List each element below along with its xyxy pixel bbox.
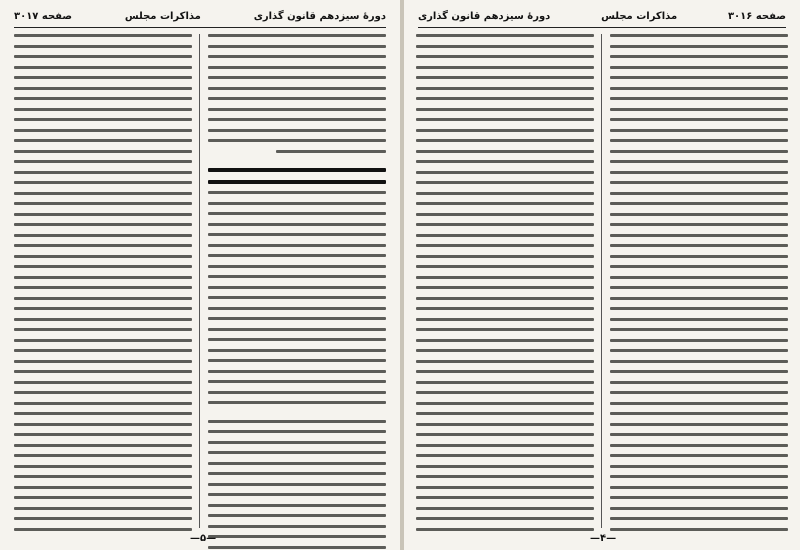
text-line: [14, 339, 192, 342]
text-line: [14, 475, 192, 478]
text-line: [14, 496, 192, 499]
text-line: [416, 66, 594, 69]
text-line: [610, 244, 788, 247]
left-page-column-left: [14, 34, 192, 528]
text-line: [14, 276, 192, 279]
text-line: [14, 139, 192, 142]
right-page-column-right: [610, 34, 788, 528]
text-line: [208, 76, 386, 79]
text-line: [208, 391, 386, 394]
text-line: [208, 45, 386, 48]
left-header-rule: [14, 27, 386, 28]
text-line: [610, 129, 788, 132]
text-line: [610, 55, 788, 58]
text-line: [610, 234, 788, 237]
text-line: [208, 307, 386, 310]
text-line: [610, 286, 788, 289]
right-page-footer-number: —۴—: [590, 533, 617, 544]
text-line: [208, 380, 386, 383]
text-line: [14, 402, 192, 405]
left-journal-title: مذاکرات مجلس: [124, 10, 201, 22]
right-column-divider: [601, 34, 602, 528]
text-line: [416, 171, 594, 174]
text-line: [14, 286, 192, 289]
text-line: [416, 349, 594, 352]
text-line: [416, 528, 594, 531]
text-line: [14, 244, 192, 247]
section-heading-line: [208, 180, 386, 184]
text-line: [208, 504, 386, 507]
text-line: [208, 525, 386, 528]
text-line: [610, 97, 788, 100]
text-line: [610, 66, 788, 69]
text-line: [208, 370, 386, 373]
text-line: [416, 381, 594, 384]
text-line: [416, 402, 594, 405]
text-line: [208, 118, 386, 121]
text-line: [416, 265, 594, 268]
text-line: [14, 528, 192, 531]
text-line: [610, 444, 788, 447]
text-line: [14, 423, 192, 426]
text-line: [14, 328, 192, 331]
text-line: [416, 129, 594, 132]
text-line: [208, 244, 386, 247]
text-line: [610, 307, 788, 310]
section-heading-line: [208, 168, 386, 172]
text-line: [416, 423, 594, 426]
text-line: [610, 454, 788, 457]
text-line: [14, 507, 192, 510]
text-line: [416, 370, 594, 373]
text-line: [610, 465, 788, 468]
text-line: [208, 462, 386, 465]
right-page-header: [418, 8, 786, 24]
text-line: [14, 307, 192, 310]
text-line: [208, 212, 386, 215]
text-line: [14, 265, 192, 268]
text-line: [416, 213, 594, 216]
left-page-header: [14, 8, 386, 24]
text-line: [416, 517, 594, 520]
text-line: [610, 475, 788, 478]
text-line: [416, 454, 594, 457]
text-line: [416, 139, 594, 142]
text-line: [14, 433, 192, 436]
text-line: [14, 213, 192, 216]
text-line: [208, 451, 386, 454]
text-line: [610, 297, 788, 300]
text-line: [14, 171, 192, 174]
text-line: [610, 507, 788, 510]
text-line: [416, 486, 594, 489]
text-line: [416, 496, 594, 499]
right-page-label: صفحه ۳۰۱۶: [727, 10, 786, 22]
text-line: [416, 87, 594, 90]
text-line: [14, 465, 192, 468]
text-line: [14, 181, 192, 184]
text-line: [610, 265, 788, 268]
text-line: [14, 192, 192, 195]
paragraph-gap: [208, 160, 386, 168]
text-line: [610, 391, 788, 394]
text-line: [208, 535, 386, 538]
text-line: [416, 339, 594, 342]
text-line: [208, 328, 386, 331]
text-line: [610, 181, 788, 184]
right-issue-title: دورهٔ سیزدهم قانون گذاری: [418, 10, 551, 22]
text-line: [610, 318, 788, 321]
text-line: [14, 76, 192, 79]
text-line: [208, 55, 386, 58]
text-line: [208, 191, 386, 194]
text-line: [416, 244, 594, 247]
text-line: [14, 34, 192, 37]
text-line: [14, 234, 192, 237]
text-line: [610, 87, 788, 90]
text-line: [208, 483, 386, 486]
text-line: [416, 360, 594, 363]
text-line: [208, 359, 386, 362]
text-line: [416, 276, 594, 279]
text-line: [14, 486, 192, 489]
text-line: [14, 255, 192, 258]
text-line: [610, 76, 788, 79]
text-line: [208, 129, 386, 132]
text-line: [610, 202, 788, 205]
text-line: [208, 338, 386, 341]
right-journal-title: مذاکرات مجلس: [601, 10, 678, 22]
text-line: [208, 108, 386, 111]
text-line: [416, 150, 594, 153]
text-line: [610, 213, 788, 216]
text-line: [610, 139, 788, 142]
text-line: [208, 420, 386, 423]
text-line: [610, 339, 788, 342]
text-line: [416, 160, 594, 163]
text-line: [14, 223, 192, 226]
right-page: [404, 0, 800, 550]
text-line: [14, 97, 192, 100]
text-line: [14, 349, 192, 352]
right-header-rule: [418, 27, 786, 28]
text-line: [416, 34, 594, 37]
text-line: [14, 150, 192, 153]
text-line: [208, 34, 386, 37]
text-line: [610, 370, 788, 373]
text-line: [416, 223, 594, 226]
paragraph-gap: [208, 412, 386, 420]
left-page-footer-number: —۵—: [190, 533, 217, 544]
text-line: [610, 160, 788, 163]
text-line: [610, 517, 788, 520]
text-line: [14, 454, 192, 457]
text-line: [14, 66, 192, 69]
text-line: [416, 45, 594, 48]
text-line: [208, 493, 386, 496]
text-line: [416, 97, 594, 100]
text-line: [208, 401, 386, 404]
text-line: [416, 465, 594, 468]
text-line: [416, 202, 594, 205]
text-line: [610, 192, 788, 195]
text-line: [14, 370, 192, 373]
text-line: [416, 507, 594, 510]
text-line: [208, 441, 386, 444]
text-line: [208, 139, 386, 142]
text-line: [14, 45, 192, 48]
text-line: [14, 129, 192, 132]
text-line: [610, 496, 788, 499]
text-line: [610, 381, 788, 384]
text-line: [208, 202, 386, 205]
text-line: [416, 192, 594, 195]
text-line: [610, 360, 788, 363]
text-line: [416, 328, 594, 331]
left-page-label: صفحه ۳۰۱۷: [14, 10, 73, 22]
text-line: [208, 97, 386, 100]
text-line: [208, 265, 386, 268]
text-line: [416, 118, 594, 121]
left-issue-title: دورهٔ سیزدهم قانون گذاری: [253, 10, 386, 22]
text-line: [610, 150, 788, 153]
text-line: [416, 286, 594, 289]
text-line: [14, 118, 192, 121]
text-line: [416, 108, 594, 111]
text-line: [208, 254, 386, 257]
left-page-column-right: [208, 34, 386, 528]
text-line: [610, 486, 788, 489]
text-line: [610, 118, 788, 121]
text-line: [14, 318, 192, 321]
text-line: [14, 87, 192, 90]
text-line: [14, 360, 192, 363]
right-page-column-left: [416, 34, 594, 528]
left-column-divider: [199, 34, 200, 528]
text-line: [416, 234, 594, 237]
text-line: [208, 514, 386, 517]
text-line: [208, 349, 386, 352]
text-line: [610, 171, 788, 174]
text-line: [208, 546, 386, 549]
text-line: [610, 528, 788, 531]
text-line: [610, 108, 788, 111]
text-line: [416, 76, 594, 79]
text-line: [610, 255, 788, 258]
text-line: [14, 108, 192, 111]
text-line: [610, 423, 788, 426]
text-line: [14, 297, 192, 300]
text-line: [416, 433, 594, 436]
text-line: [276, 150, 386, 153]
text-line: [208, 233, 386, 236]
text-line: [14, 55, 192, 58]
text-line: [610, 34, 788, 37]
text-line: [208, 66, 386, 69]
text-line: [14, 444, 192, 447]
text-line: [416, 444, 594, 447]
text-line: [416, 297, 594, 300]
text-line: [610, 45, 788, 48]
text-line: [14, 202, 192, 205]
text-line: [208, 275, 386, 278]
text-line: [610, 412, 788, 415]
text-line: [208, 296, 386, 299]
text-line: [610, 402, 788, 405]
text-line: [208, 317, 386, 320]
text-line: [416, 391, 594, 394]
text-line: [14, 391, 192, 394]
text-line: [416, 255, 594, 258]
text-line: [208, 472, 386, 475]
text-line: [416, 55, 594, 58]
text-line: [14, 160, 192, 163]
text-line: [610, 328, 788, 331]
text-line: [14, 381, 192, 384]
text-line: [610, 276, 788, 279]
text-line: [208, 223, 386, 226]
text-line: [416, 181, 594, 184]
text-line: [610, 433, 788, 436]
text-line: [208, 87, 386, 90]
text-line: [416, 318, 594, 321]
text-line: [14, 517, 192, 520]
text-line: [416, 307, 594, 310]
text-line: [416, 412, 594, 415]
text-line: [610, 223, 788, 226]
text-line: [610, 349, 788, 352]
text-line: [416, 475, 594, 478]
text-line: [208, 286, 386, 289]
text-line: [14, 412, 192, 415]
text-line: [208, 430, 386, 433]
